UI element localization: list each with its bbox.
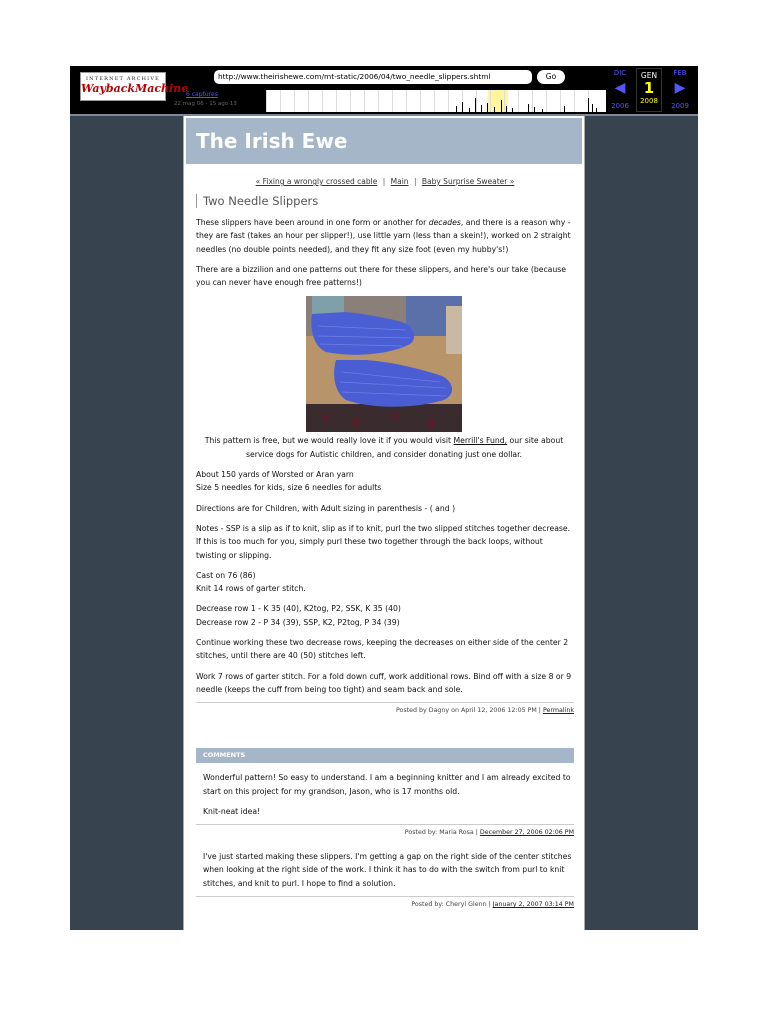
comment-posted-line [196, 896, 574, 908]
wayback-current-month: GEN [640, 71, 658, 80]
sparkline-bar [512, 108, 513, 112]
sparkline-gridline [560, 90, 561, 112]
decrease-paragraph [196, 602, 572, 629]
wayback-prev-year: 2006 [611, 102, 629, 110]
wayback-prev-arrow-icon[interactable]: ◀ [614, 80, 626, 96]
wayback-prev-month[interactable]: DIC [613, 69, 627, 77]
intro-paragraph [196, 216, 572, 256]
slippers-photo [306, 296, 462, 432]
sparkline-gridline [504, 90, 505, 112]
intro-emphasis: decades [428, 218, 461, 227]
sparkline-bar [588, 98, 589, 112]
wayback-next-year: 2009 [671, 102, 689, 110]
sparkline-gridline [280, 90, 281, 112]
comment-author: Posted by: Maria Rosa | [404, 829, 480, 837]
comment-body [203, 850, 572, 890]
comments-header: COMMENTS [196, 748, 574, 763]
wayback-logo[interactable] [80, 72, 189, 101]
sparkline-bar [506, 106, 507, 112]
sparkline-current-year-highlight [488, 90, 508, 112]
sparkline-gridline [434, 90, 435, 112]
sparkline-gridline [336, 90, 337, 112]
wayback-current-day: 1 [643, 79, 655, 97]
sparkline-bar [475, 98, 476, 112]
sparkline-bar [487, 103, 488, 112]
sparkline-gridline [518, 90, 519, 112]
materials-needles: Size 5 needles for kids, size 6 needles for adults [196, 483, 382, 493]
sparkline-gridline [546, 90, 547, 112]
merrills-fund-link[interactable]: Merrill's Fund, [453, 436, 508, 446]
caption-text-continued: our site about service dogs for Autistic children, and consider donating just one dollar. [245, 436, 564, 459]
wayback-capture-date-range: 22 mag 06 - 15 ago 13 [174, 101, 237, 107]
sparkline-bar [469, 108, 470, 112]
sparkline-gridline [364, 90, 365, 112]
blog-page [183, 116, 585, 930]
permalink-link[interactable]: Permalink [542, 707, 574, 715]
next-entry-link[interactable]: Baby Surprise Sweater » [421, 177, 515, 186]
sparkline-gridline [532, 90, 533, 112]
wayback-current-capture [636, 68, 662, 112]
sparkline-bar [501, 100, 502, 112]
garter-step: Knit 14 rows of garter stitch. [196, 584, 306, 594]
sparkline-gridline [476, 90, 477, 112]
intro-text-continued: , and there is a reason why - they are fast (takes an hour per slipper!), use little yarn (less than a skein!), worked on 2 straight needles (no double points needed), and they fit any size foot (even my hubby's!) [196, 218, 571, 254]
sparkline-bar [456, 106, 457, 112]
wayback-next-month[interactable]: FEB [673, 69, 687, 77]
entry-body [196, 216, 572, 696]
main-link[interactable]: Main [390, 177, 409, 186]
sparkline-gridline [420, 90, 421, 112]
sparkline-bar [528, 104, 529, 112]
comment-posted-line [196, 824, 574, 836]
caption-text: This pattern is free, but we would really love it if you would visit [204, 436, 454, 446]
intro-text: These slippers have been around in one form or another for [196, 218, 429, 227]
blog-title[interactable]: The Irish Ewe [196, 129, 348, 153]
sparkline-gridline [350, 90, 351, 112]
browser-frame [70, 66, 698, 930]
sparkline-bar [494, 107, 495, 112]
cast-on-paragraph [196, 569, 572, 596]
materials-yarn: About 150 yards of Worsted or Aran yarn [196, 470, 354, 480]
sparkline-bar [564, 106, 565, 112]
wayback-next-arrow-icon[interactable]: ▶ [674, 80, 686, 96]
sparkline-bar [596, 108, 597, 112]
sparkline-bar [592, 104, 593, 112]
sparkline-gridline [294, 90, 295, 112]
wayback-url-input[interactable]: http://www.theirishewe.com/mt-static/2006/04/two_needle_slippers.shtml [214, 70, 532, 84]
wayback-captures-link[interactable]: 6 captures [186, 91, 218, 98]
sparkline-bar [534, 107, 535, 112]
comment-author: Posted by: Cheryl Glenn | [411, 901, 493, 909]
wayback-go-button[interactable]: Go [537, 70, 565, 84]
comment-date-link[interactable]: January 2, 2007 03:14 PM [492, 901, 574, 909]
photo-caption [196, 434, 572, 461]
wayback-logo-line1: INTERNET ARCHIVE [85, 76, 161, 82]
sparkline-gridline [490, 90, 491, 112]
finishing-paragraph: Work 7 rows of garter stitch. For a fold down cuff, work additional rows. Bind off with a size 8 or 9 needle (keeps the cuff from being too tight) and seam back and sole. [196, 671, 572, 694]
sparkline-gridline [308, 90, 309, 112]
entry-posted-text: Posted by Dagny on April 12, 2006 12:05 PM | [395, 707, 543, 715]
sparkline-gridline [448, 90, 449, 112]
wayback-current-year: 2008 [640, 97, 658, 105]
sparkline-gridline [574, 90, 575, 112]
sparkline-gridline [266, 90, 267, 112]
notes-paragraph: Notes - SSP is a slip as if to knit, slip as if to knit, purl the two slipped stitches together decrease. If this is too much for you, simply purl these two together through the back loops, without twisting or slipping. [196, 523, 571, 560]
decrease-row-2: Decrease row 2 - P 34 (39), SSP, K2, P2tog, P 34 (39) [196, 617, 400, 627]
decrease-row-1: Decrease row 1 - K 35 (40), K2tog, P2, SSK, K 35 (40) [196, 604, 401, 614]
sparkline-gridline [378, 90, 379, 112]
prev-entry-link[interactable]: « Fixing a wrongly crossed cable [255, 177, 378, 186]
comment-text: Knit-neat idea! [203, 806, 261, 816]
blog-banner [186, 118, 582, 164]
comment-body [203, 771, 572, 818]
cast-on-step: Cast on 76 (86) [196, 570, 256, 580]
materials-paragraph [196, 468, 572, 495]
wayback-toolbar [70, 66, 698, 116]
wayback-sparkline[interactable] [266, 90, 606, 112]
patterns-paragraph: There are a bizzilion and one patterns out there for these slippers, and here's our take (because you can never have enough free patterns!) [196, 264, 566, 288]
sparkline-gridline [406, 90, 407, 112]
comment-date-link[interactable]: December 27, 2006 02:06 PM [479, 829, 574, 837]
comment-text: I've just started making these slippers. I'm getting a gap on the right side of the center stitches when looking at the right side of the work. I think it has to do with the switch from purl to knit stitches, and knit to purl. I hope to find a solution. [203, 852, 572, 888]
sparkline-gridline [392, 90, 393, 112]
directions-paragraph: Directions are for Children, with Adult sizing in parenthesis - ( and ) [196, 503, 456, 513]
entry-content [184, 166, 585, 908]
continue-paragraph: Continue working these two decrease rows, keeping the decreases on either side of the center 2 stitches, until there are 40 (50) stitches left. [196, 638, 569, 661]
wayback-logo-line2: WaybackMachine [81, 82, 189, 95]
entry-posted-line [196, 702, 574, 714]
sparkline-bar [542, 109, 543, 112]
entry-title: Two Needle Slippers [196, 194, 585, 208]
comment-text: Wonderful pattern! So easy to understand. I am a beginning knitter and I am already excited to start on this project for my grandson, Jason, who is 17 months old. [203, 773, 571, 796]
sparkline-bar [481, 105, 482, 112]
nav-separator: | [382, 177, 386, 186]
entry-navigation [184, 177, 585, 186]
sparkline-bar [462, 102, 463, 112]
sparkline-gridline [322, 90, 323, 112]
nav-separator: | [413, 177, 417, 186]
